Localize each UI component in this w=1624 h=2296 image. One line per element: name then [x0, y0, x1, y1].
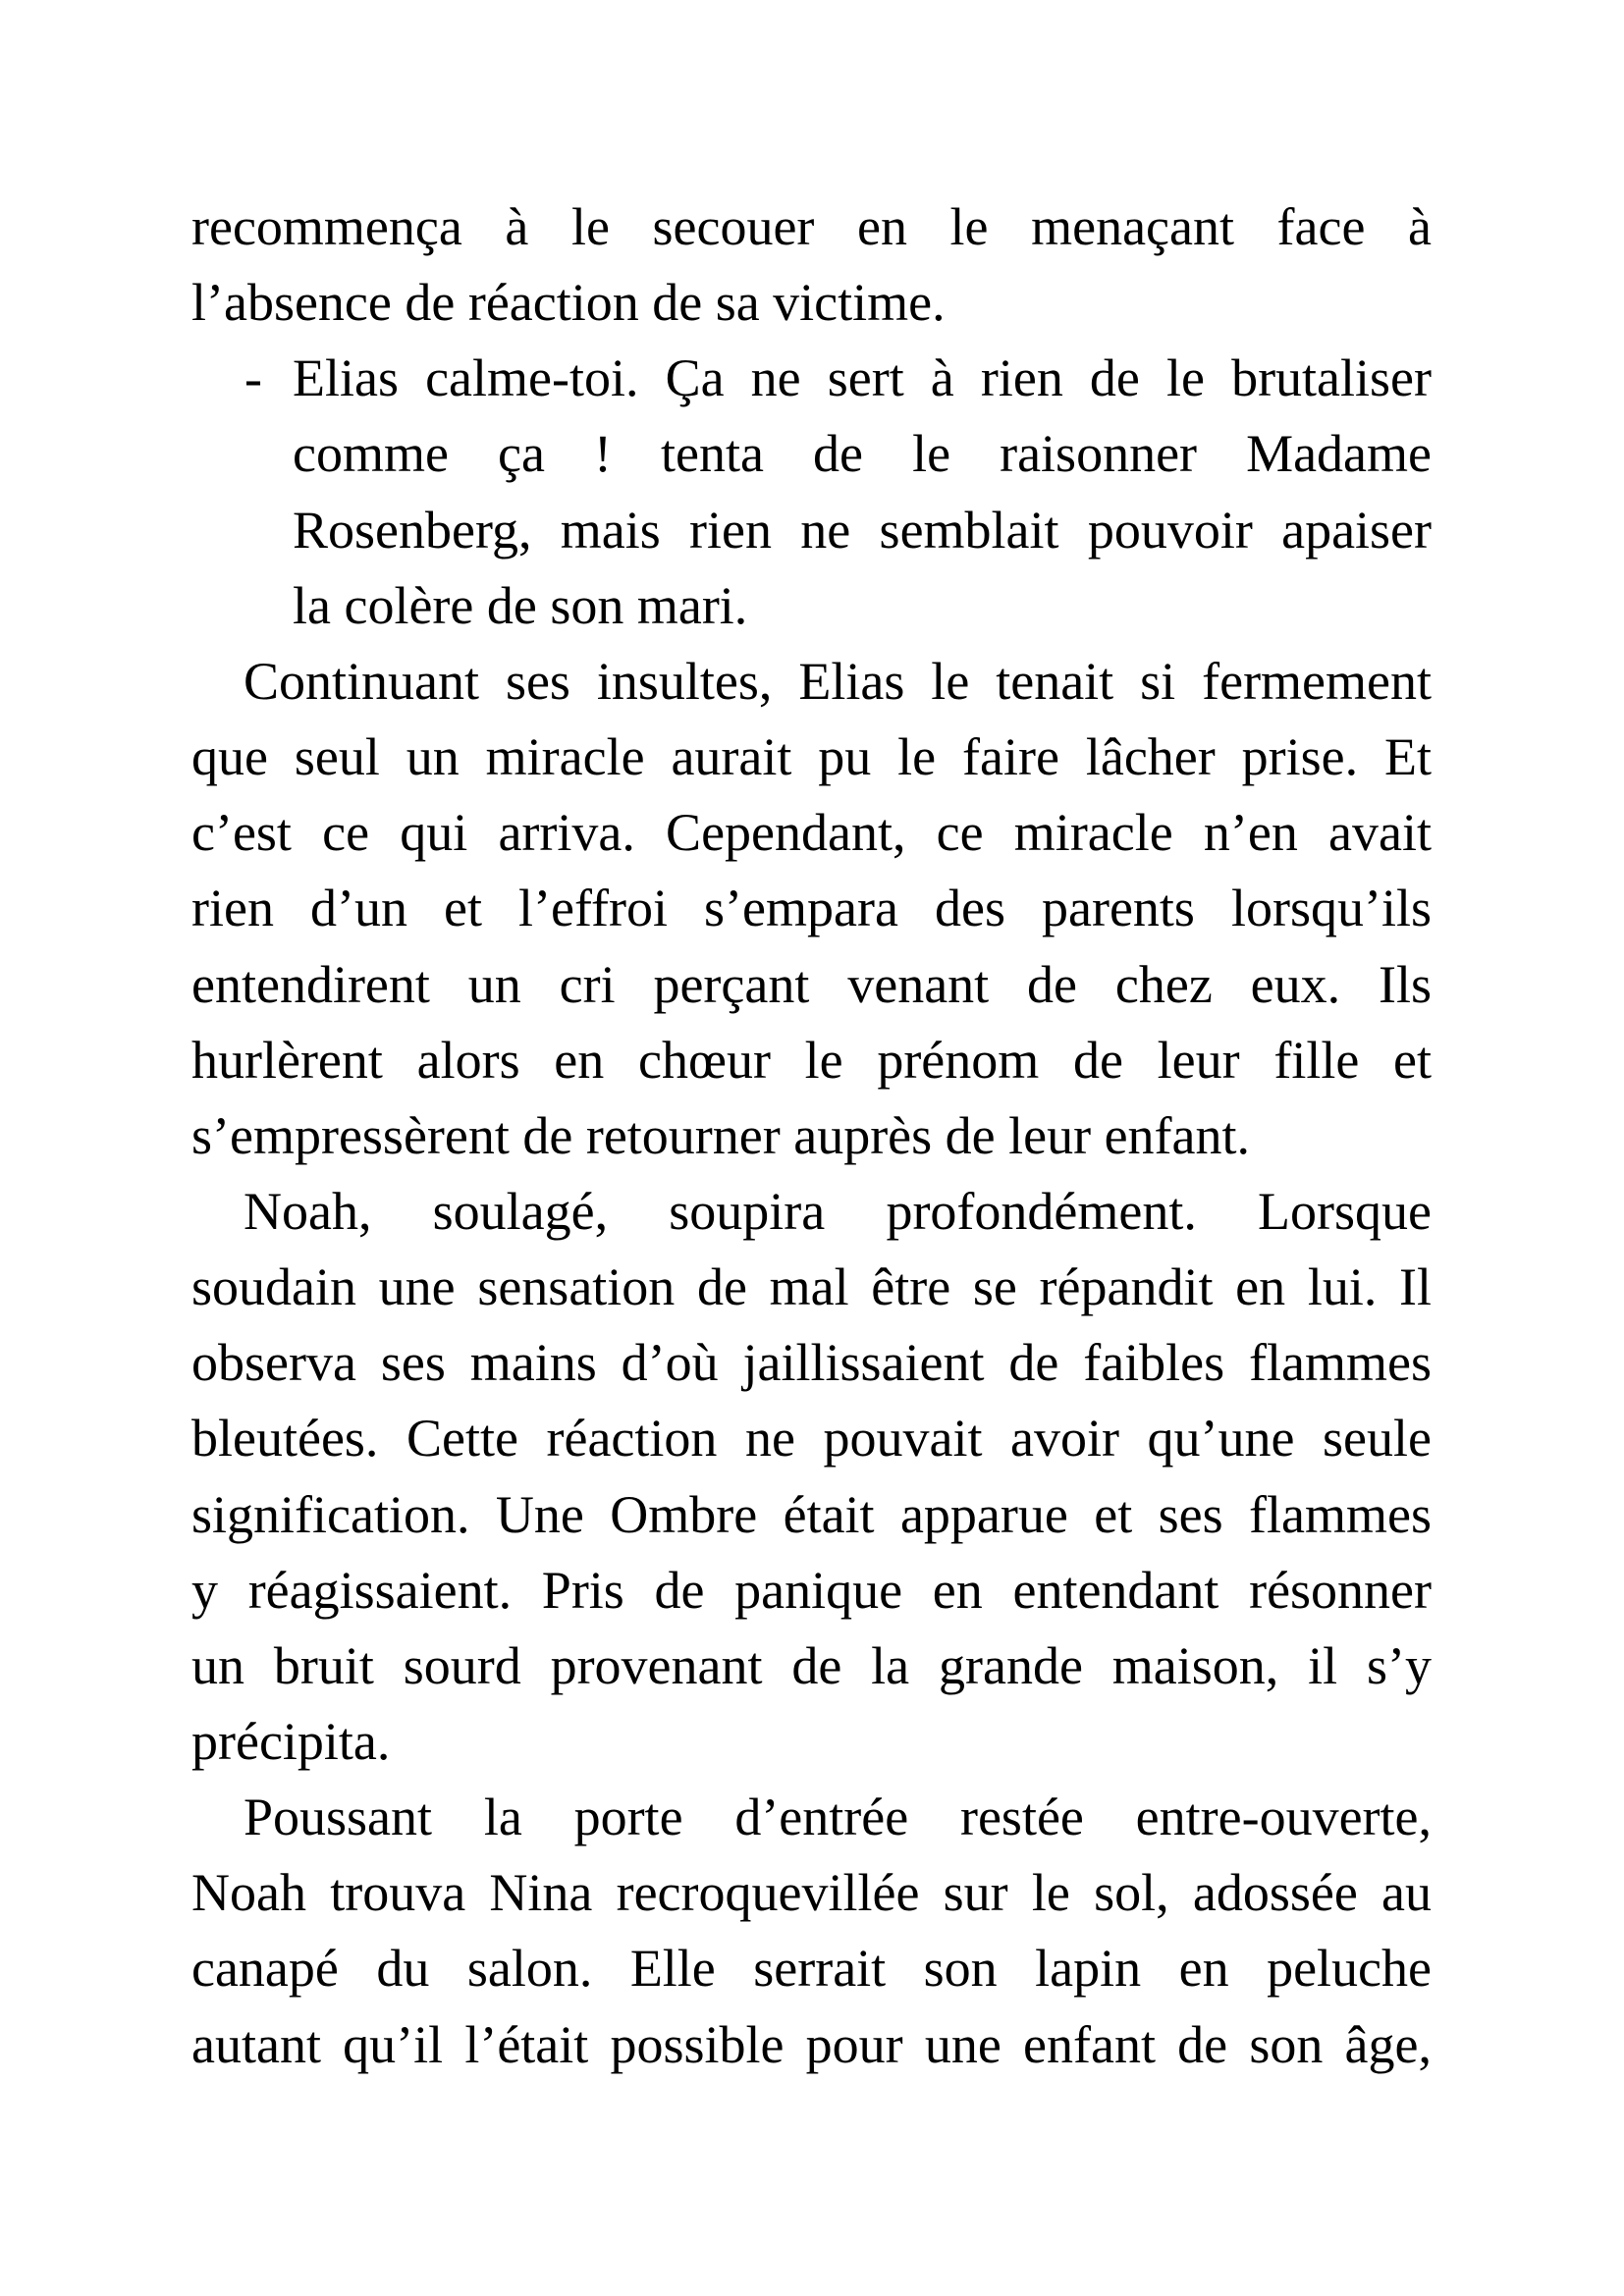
text-line [191, 795, 1432, 871]
text-line-content: Rosenberg, mais rien ne semblait pouvoir apaiser [293, 500, 1432, 560]
text-line-content: canapé du salon. Elle serrait son lapin en peluche [191, 1939, 1432, 1999]
text-line [191, 1629, 1432, 1704]
text-line-content: l’absence de réaction de sa victime. [191, 273, 946, 333]
text-line [191, 720, 1432, 795]
text-line [191, 1855, 1432, 1931]
text-line-content: Elias calme-toi. Ça ne sert à rien de le brutaliser [293, 348, 1432, 408]
text-line-content: Continuant ses insultes, Elias le tenait si fermement [244, 651, 1432, 711]
text-line [244, 1174, 1432, 1250]
text-line [293, 493, 1432, 568]
text-line [191, 1023, 1432, 1098]
text-line [191, 1553, 1432, 1629]
text-line-content: y réagissaient. Pris de panique en entendant résonner [191, 1560, 1432, 1620]
text-line [293, 341, 1432, 416]
text-line-content: observa ses mains d’où jaillissaient de faibles flammes [191, 1333, 1432, 1393]
text-line-content: un bruit sourd provenant de la grande maison, il s’y [191, 1635, 1432, 1695]
text-line-content: hurlèrent alors en chœur le prénom de leur fille et [191, 1030, 1432, 1090]
text-line-content: bleutées. Cette réaction ne pouvait avoir qu’une seule [191, 1409, 1432, 1468]
text-line [191, 189, 1432, 265]
text-line-content: rien d’un et l’effroi s’empara des parents lorsqu’ils [191, 879, 1432, 938]
text-line-content: Poussant la porte d’entrée restée entre-ouverte, [244, 1788, 1432, 1847]
text-line-content: que seul un miracle aurait pu le faire lâcher prise. Et [191, 727, 1432, 787]
text-line [191, 1401, 1432, 1476]
text-line-content: Noah, soulagé, soupira profondément. Lorsque [244, 1181, 1432, 1241]
dialogue-dash: - [244, 348, 262, 408]
text-line [191, 1098, 1432, 1174]
text-line-content: entendirent un cri perçant venant de chez eux. Ils [191, 954, 1432, 1014]
text-line-content: autant qu’il l’était possible pour une enfant de son âge, [191, 2014, 1432, 2074]
text-line [191, 265, 1432, 341]
text-line-content: soudain une sensation de mal être se répandit en lui. Il [191, 1257, 1432, 1317]
text-line [191, 871, 1432, 946]
text-line-content: s’empressèrent de retourner auprès de leur enfant. [191, 1105, 1250, 1165]
text-line [191, 1477, 1432, 1553]
text-line [191, 1704, 1432, 1780]
text-line-content: la colère de son mari. [293, 575, 748, 635]
text-line [244, 1780, 1432, 1855]
text-line [293, 568, 1432, 644]
text-line-content: comme ça ! tenta de le raisonner Madame [293, 424, 1432, 484]
text-line [191, 1931, 1432, 2006]
text-line [293, 416, 1432, 492]
text-line [244, 644, 1432, 720]
text-line-content: c’est ce qui arriva. Cependant, ce miracle n’en avait [191, 803, 1432, 863]
text-line-content: signification. Une Ombre était apparue et ses flammes [191, 1484, 1432, 1544]
text-line-content: recommença à le secouer en le menaçant face à [191, 197, 1432, 256]
text-line [191, 1250, 1432, 1325]
text-line [191, 947, 1432, 1023]
text-line-content: Noah trouva Nina recroquevillée sur le sol, adossée au [191, 1863, 1432, 1923]
text-line [191, 2007, 1432, 2083]
text-line [191, 1325, 1432, 1401]
text-line-content: précipita. [191, 1712, 391, 1771]
